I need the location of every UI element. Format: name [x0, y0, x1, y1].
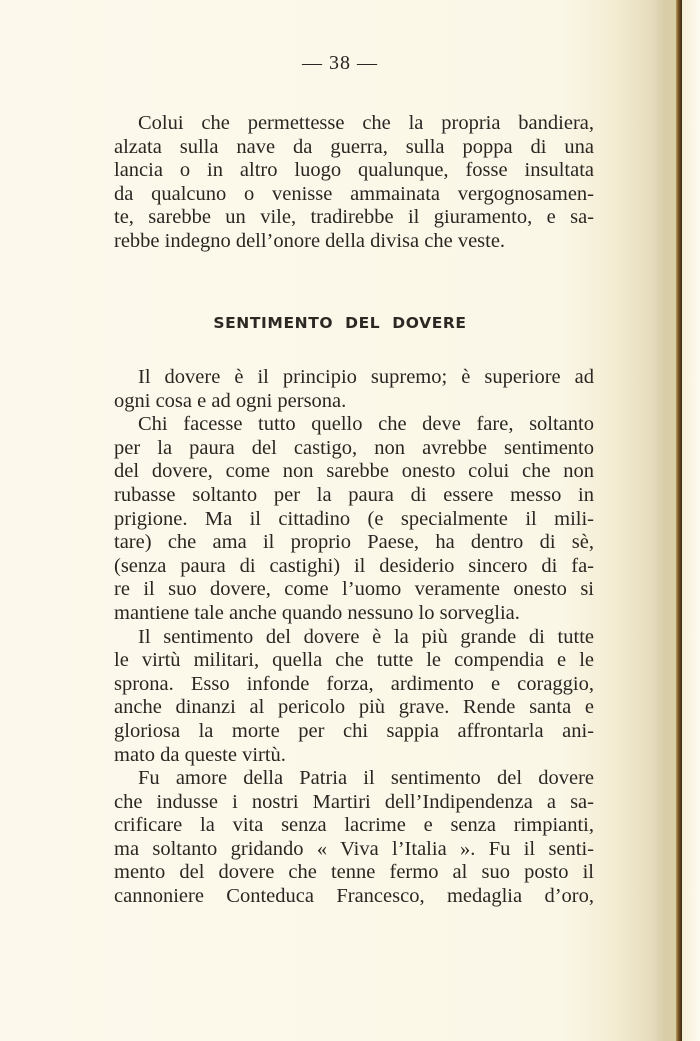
intro-paragraph	[114, 112, 594, 254]
text-line: Fu amore della Patria il sentimento del dovere	[138, 767, 594, 790]
text-line: Colui che permettesse che la propria bandiera,	[138, 112, 594, 134]
text-line: le virtù militari, quella che tutte le compendia e le	[114, 649, 594, 672]
text-line: Il sentimento del dovere è la più grande di tutte	[138, 625, 594, 648]
text-line: per la paura del castigo, non avrebbe sentimento	[114, 436, 594, 459]
text-line: alzata sulla nave da guerra, sulla poppa di una	[114, 135, 594, 158]
text-line: sprona. Esso infonde forza, ardimento e coraggio,	[114, 672, 594, 695]
page-number: — 38 —	[302, 52, 378, 74]
text-line: del dovere, come non sarebbe onesto colui che non	[114, 460, 594, 483]
text-line: anche dinanzi al pericolo più grave. Rende santa e	[114, 696, 594, 719]
text-line: prigione. Ma il cittadino (e specialmente il mili-	[114, 507, 594, 530]
body-text	[114, 366, 594, 909]
text-line: Chi facesse tutto quello che deve fare, soltanto	[138, 413, 594, 436]
text-line: mato da queste virtù.	[114, 743, 286, 766]
text-line: crificare la vita senza lacrime e senza rimpianti,	[114, 814, 594, 837]
text-line: re il suo dovere, come l’uomo veramente onesto si	[114, 578, 594, 601]
text-line: te, sarebbe un vile, tradirebbe il giuramento, e sa-	[114, 206, 594, 229]
text-line: rebbe indegno dell’onore della divisa che veste.	[114, 229, 506, 252]
text-line: tare) che ama il proprio Paese, ha dentro di sè,	[114, 531, 594, 554]
text-line: che indusse i nostri Martiri dell’Indipendenza a sa-	[114, 790, 594, 813]
text-line: mento del dovere che tenne fermo al suo posto il	[114, 861, 594, 884]
section-heading: SENTIMENTO DEL DOVERE	[213, 314, 467, 332]
text-line: Il dovere è il principio supremo; è superiore ad	[138, 366, 594, 388]
text-line: ogni cosa e ad ogni persona.	[114, 389, 347, 412]
page-margin-right	[682, 0, 700, 1041]
text-line: rubasse soltanto per la paura di essere messo in	[114, 483, 594, 506]
text-line: (senza paura di castighi) il desiderio sincero di fa-	[114, 554, 594, 577]
text-line: ma soltanto gridando « Viva l’Italia ». Fu il senti-	[114, 837, 594, 860]
text-line: cannoniere Conteduca Francesco, medaglia d’oro,	[114, 885, 594, 908]
text-line: gloriosa la morte per chi sappia affrontarla ani-	[114, 719, 594, 742]
text-line: lancia o in altro luogo qualunque, fosse insultata	[114, 159, 594, 182]
book-spine-edge	[676, 0, 682, 1041]
text-line: mantiene tale anche quando nessuno lo sorveglia.	[114, 601, 520, 624]
text-line: da qualcuno o venisse ammainata vergognosamen-	[114, 182, 594, 205]
